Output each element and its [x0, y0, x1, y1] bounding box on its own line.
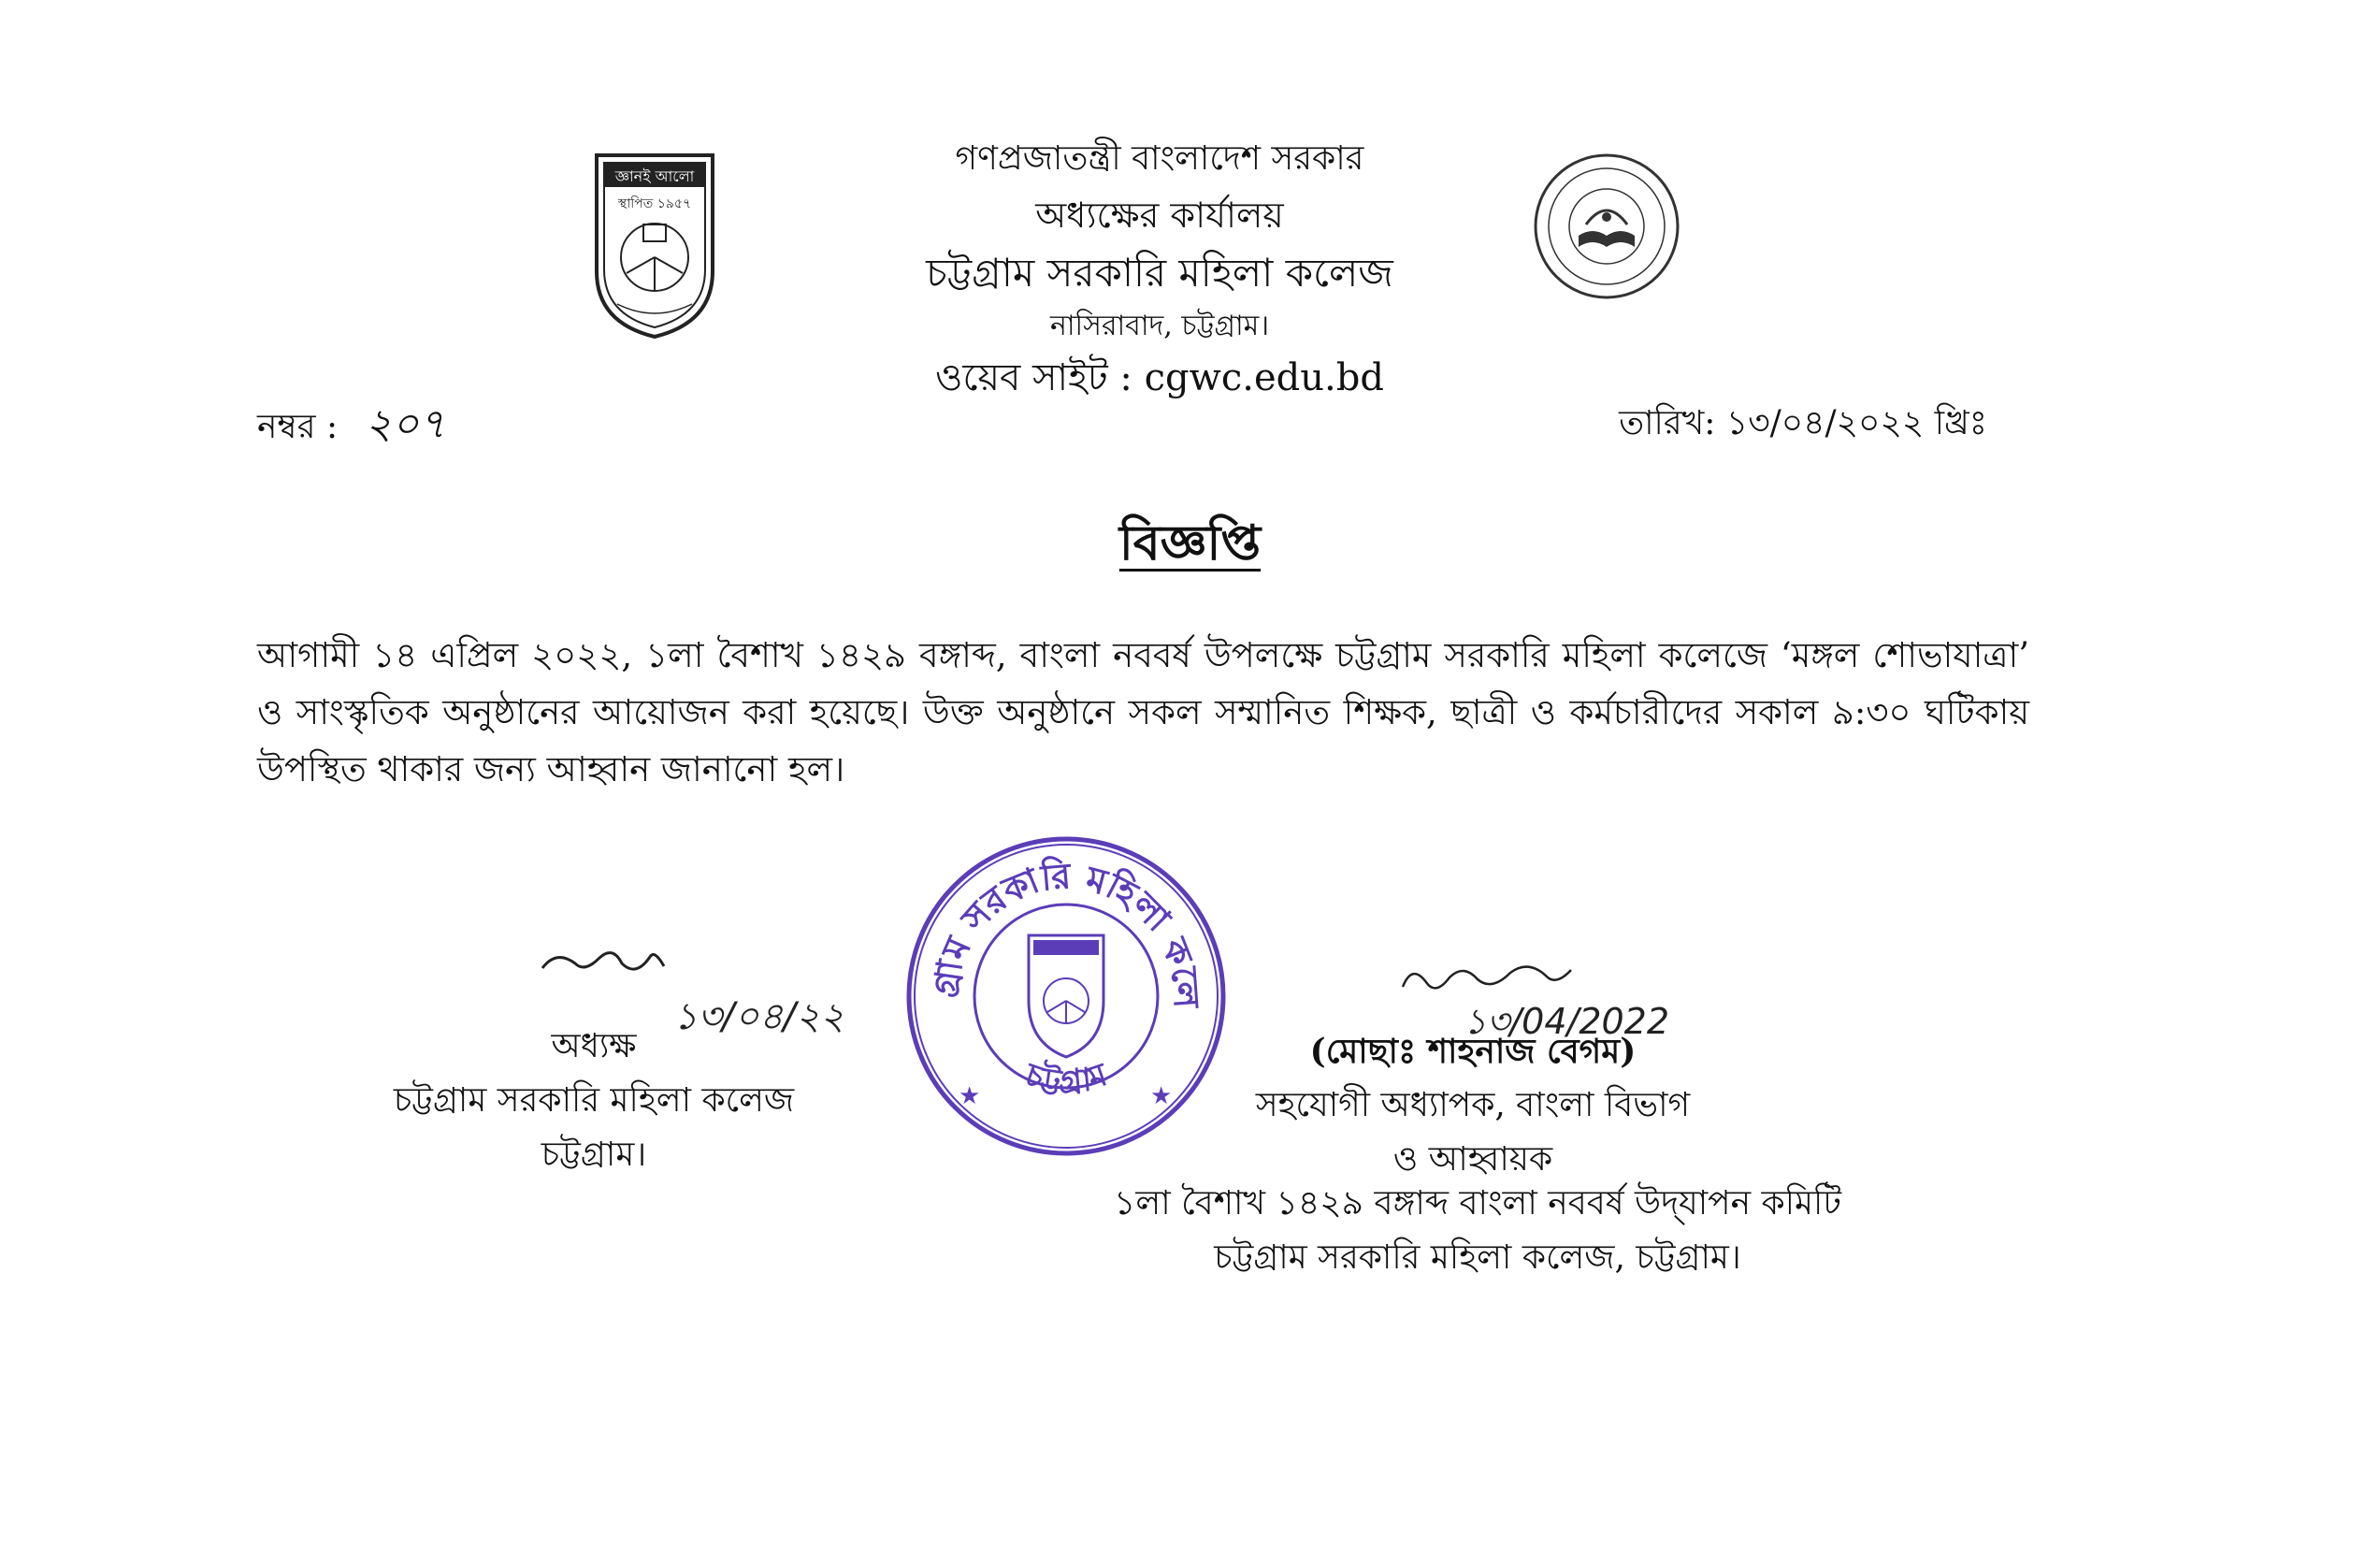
svg-text:★: ★ [1150, 1082, 1173, 1110]
principal-institution: চট্টগ্রাম সরকারি মহিলা কলেজ [393, 1081, 795, 1120]
notice-date: তারিখ: ১৩/০৪/২০২২ খ্রিঃ [1619, 404, 1987, 442]
convener-signature-date: ১৩/04/2022 [1464, 1001, 1670, 1042]
svg-text:★: ★ [959, 1082, 981, 1110]
svg-text:চট্টগ্রাম [1019, 1056, 1113, 1102]
book-emblem-logo [1530, 150, 1684, 304]
letterhead [795, 131, 1524, 406]
convener-block [1202, 1024, 1744, 1187]
college-crest-logo [589, 150, 720, 341]
svg-text:চট্টগ্রাম সরকারি মহিলা কলেজ [902, 832, 1207, 1011]
notice-title [0, 505, 2380, 586]
committee-institution: চট্টগ্রাম সরকারি মহিলা কলেজ, চট্টগ্রাম। [1214, 1238, 1741, 1277]
college-name: চট্টগ্রাম সরকারি মহিলা কলেজ [926, 250, 1393, 296]
convener-name: (মোছাঃ শাহনাজ বেগম) [1309, 1032, 1637, 1071]
notice-body: আগামী ১৪ এপ্রিল ২০২২, ১লা বৈশাখ ১৪২৯ বঙ্গাব্দ, বাংলা নববর্ষ উপলক্ষে চট্টগ্রাম সরকারি মহিলা কলেজে ‘মঙ্গল শোভাযাত্রা’ ও সাংস্কৃতিক অনুষ্ঠানের আয়োজন করা হয়েছে। উক্ত অনুষ্ঠানে সকল সম্মানিত শিক্ষক, ছাত্রী ও কর্মচারীদের সকাল ৯:৩০ ঘটিকায় উপস্থিত থাকার জন্য আহ্বান জানানো হল। [257, 635, 2029, 789]
office-name: অধ্যক্ষের কার্যালয় [1035, 195, 1284, 236]
memo-number [257, 393, 445, 461]
principal-designation: অধ্যক্ষ [551, 1027, 637, 1065]
notice-title-text: বিজ্ঞপ্তি [1118, 514, 1262, 572]
convener-role: ও আহ্বায়ক [1392, 1140, 1553, 1179]
principal-signature-date: ১৩/০৪/২২ [673, 995, 844, 1038]
memo-number-value: ২০৭ [365, 400, 446, 448]
principal-block [337, 1020, 851, 1182]
college-address: নাসিরাবাদ, চট্টগ্রাম। [1049, 310, 1270, 342]
government-name: গণপ্রজাতন্ত্রী বাংলাদেশ সরকার [955, 139, 1364, 178]
seal-outer-text: গ্রাম সরকারি মহিলা কলে [924, 855, 1208, 1010]
memo-label: নম্বর : [257, 408, 339, 446]
college-website: ওয়েব সাইট : cgwc.edu.bd [935, 356, 1384, 399]
logo-established: স্থাপিত ১৯৫৭ [617, 196, 692, 211]
committee-block [1010, 1177, 1945, 1285]
seal-bottom-text: চট্টগ্রাম [1020, 1055, 1112, 1102]
principal-city: চট্টগ্রাম। [541, 1136, 647, 1174]
convener-designation: সহযোগী অধ্যাপক, বাংলা বিভাগ [1255, 1086, 1691, 1124]
logo-motto: জ্ঞানই আলো [614, 167, 695, 185]
committee-name: ১লা বৈশাখ ১৪২৯ বঙ্গাব্দ বাংলা নববর্ষ উদ্‌যাপন কমিটি [1114, 1184, 1841, 1223]
college-seal-stamp [902, 832, 1230, 1160]
